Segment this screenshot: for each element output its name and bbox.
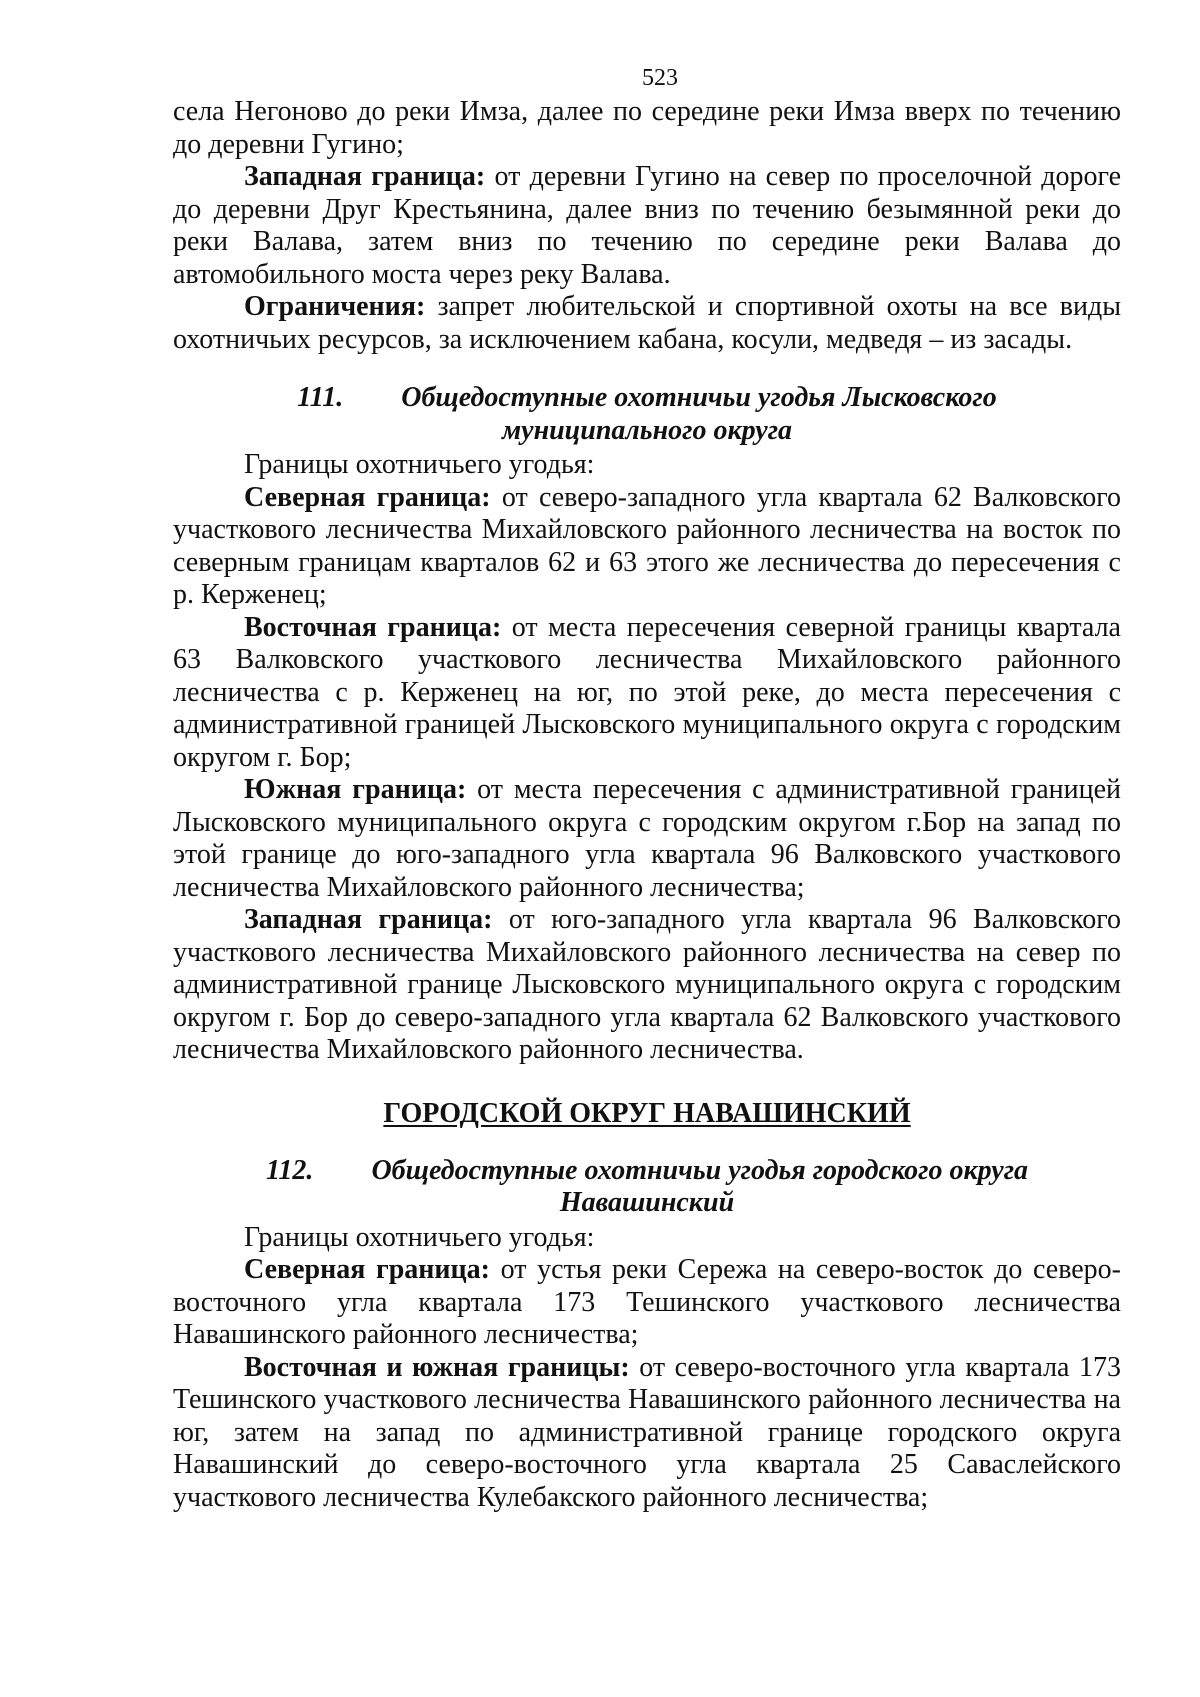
restrictions-paragraph (173, 291, 1121, 356)
section-111-south-text: от места пересечения с административной границей Лысковского муниципального округа с городским округом г.Бор на запад по этой границе до юго-западного угла квартала 96 Валковского участкового лесничества Михайловского районного лесничества; (173, 774, 1121, 903)
section-111-boundaries-intro: Границы охотничьего угодья: (244, 449, 595, 480)
section-111-number: 111. (297, 382, 344, 413)
document-page (173, 64, 1121, 1514)
section-112-number: 112. (265, 1154, 314, 1186)
section-112-east-south-text: от северо-восточного угла квартала 173 Тешинского участкового лесничества Навашинского районного лесничества на юг, затем на запад по административной границе городского округа Навашинский до северо-восточного угла квартала 25 Саваслейского участкового лесничества Кулебакского районного лесничества; (173, 1351, 1122, 1513)
section-112-heading (173, 1155, 1121, 1220)
section-112-title-line2: Навашинский (559, 1187, 735, 1218)
section-112-title-line1: Общедоступные охотничьи угодья городского округа (371, 1154, 1029, 1186)
section-111-west-paragraph (173, 904, 1121, 1067)
section-111-east-label: Восточная граница: (244, 611, 502, 643)
section-112-east-south-paragraph (173, 1352, 1121, 1515)
restrictions-label: Ограничения: (244, 291, 426, 322)
section-111-title-line2: муниципального округа (501, 414, 793, 446)
section-112-north-text: от устья реки Сережа на северо-восток до северо-восточного угла квартала 173 Тешинского участкового лесничества Навашинского районного лесничества; (173, 1254, 1121, 1350)
section-111-title-line1: Общедоступные охотничьи угодья Лысковского (401, 382, 997, 413)
restrictions-text: запрет любительской и спортивной охоты на все виды охотничьих ресурсов, за исключением кабана, косули, медведя – из засады. (173, 291, 1121, 355)
section-112-north-paragraph (173, 1254, 1121, 1352)
district-heading: ГОРОДСКОЙ ОКРУГ НАВАШИНСКИЙ (383, 1097, 911, 1129)
continuation-paragraph: села Негоново до реки Имза, далее по середине реки Имза вверх по течению до деревни Гугино; (173, 96, 1121, 160)
section-111-west-label: Западная граница: (244, 904, 493, 935)
west-boundary-text: от деревни Гугино на север по проселочной дороге до деревни Друг Крестьянина, далее вниз по течению безымянной реки до реки Валава, затем вниз по течению по середине реки Валава до автомобильного моста через реку Валава. (173, 161, 1121, 290)
west-boundary-label: Западная граница: (244, 161, 486, 192)
section-111-south-paragraph (173, 774, 1121, 904)
section-111-south-label: Южная граница: (244, 774, 467, 805)
section-111-east-text: от места пересечения северной границы квартала 63 Валковского участкового лесничества Михайловского районного лесничества с р. Керженец на юг, по этой реке, до места пересечения с административной границей Лысковского муниципального округа с городским округом г. Бор; (173, 611, 1121, 773)
section-111-north-paragraph (173, 482, 1121, 612)
section-111-east-paragraph (173, 612, 1121, 775)
west-boundary-paragraph (173, 161, 1121, 291)
section-111-heading (173, 382, 1121, 447)
section-112-boundaries-intro: Границы охотничьего угодья: (244, 1221, 595, 1253)
section-111-north-label: Северная граница: (244, 481, 491, 513)
section-111-north-text: от северо-западного угла квартала 62 Валковского участкового лесничества Михайловского районного лесничества на восток по северным границам кварталов 62 и 63 этого же лесничества до пересечения с р. Керженец; (173, 481, 1122, 610)
section-112-east-south-label: Восточная и южная границы: (244, 1351, 630, 1383)
section-111-west-text: от юго-западного угла квартала 96 Валковского участкового лесничества Михайловского районного лесничества на север по административной границе Лысковского муниципального округа с городским округом г. Бор до северо-западного угла квартала 62 Валковского участкового лесничества Михайловского районного лесничества. (173, 904, 1122, 1065)
section-112-north-label: Северная граница: (244, 1254, 491, 1285)
page-number: 523 (642, 65, 678, 91)
